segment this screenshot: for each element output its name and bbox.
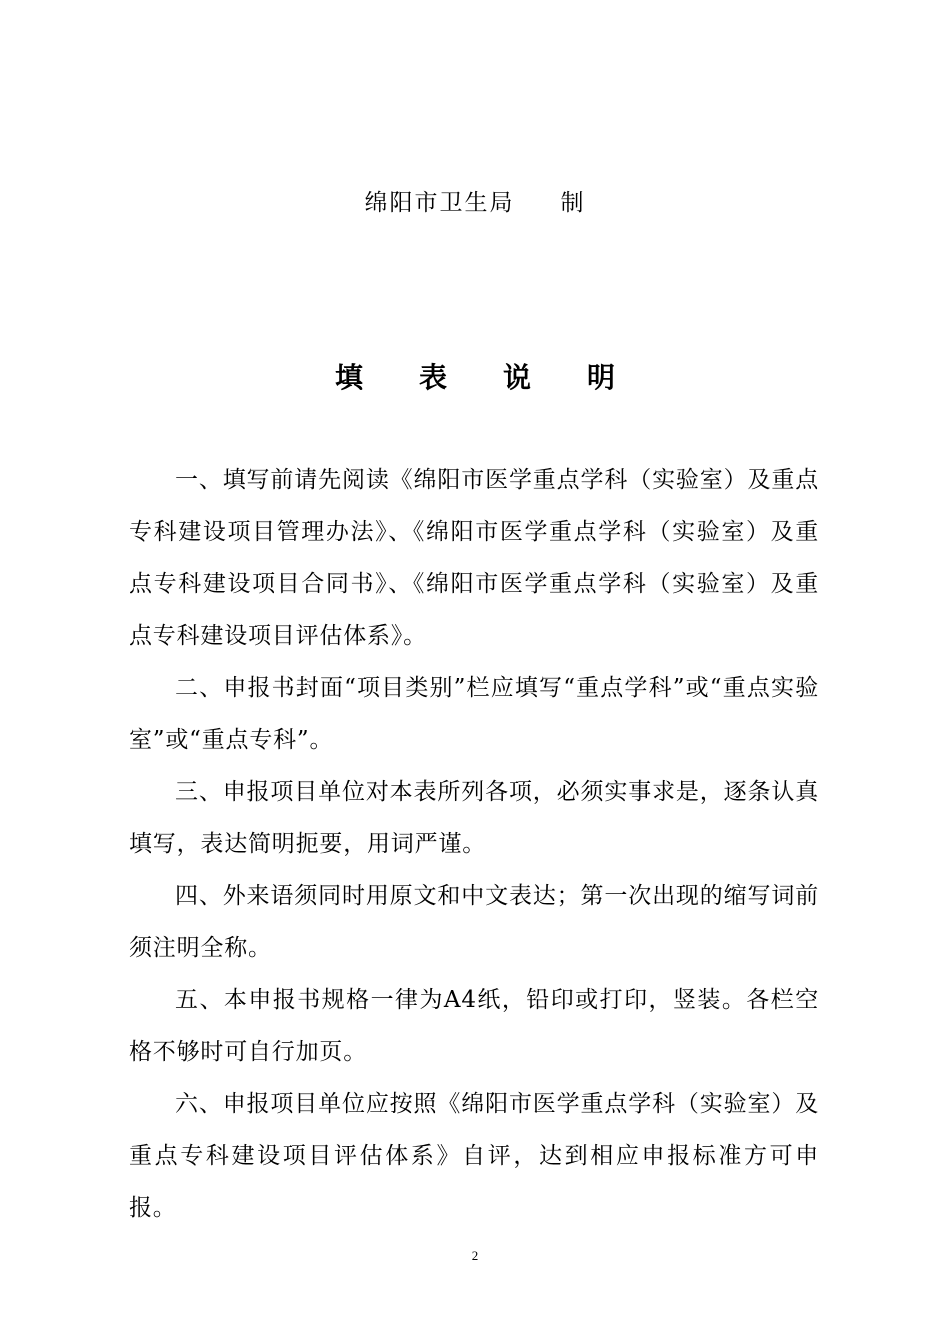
issuer-line bbox=[0, 184, 950, 217]
issuer-suffix: 制 bbox=[560, 190, 586, 216]
page-number: 2 bbox=[471, 1248, 479, 1263]
instruction-3: 三、申报项目单位对本表所列各项，必须实事求是，逐条认真填写，表达简明扼要，用词严谨。 bbox=[129, 779, 819, 857]
title-char-2: 表 bbox=[418, 361, 447, 394]
issuer-org: 绵阳市卫生局 bbox=[364, 190, 515, 216]
instruction-6: 六、申报项目单位应按照《绵阳市医学重点学科（实验室）及重点专科建设项目评估体系》自评，达到相应申报标准方可申报。 bbox=[129, 1091, 819, 1221]
instruction-4: 四、外来语须同时用原文和中文表达；第一次出现的缩写词前须注明全称。 bbox=[129, 883, 819, 961]
page-title bbox=[0, 356, 950, 396]
instruction-5: 五、本申报书规格一律为A4纸，铅印或打印，竖装。各栏空格不够时可自行加页。 bbox=[129, 987, 819, 1065]
instructions-body bbox=[129, 454, 819, 1234]
instruction-2: 二、申报书封面“项目类别”栏应填写“重点学科”或“重点实验室”或“重点专科”。 bbox=[129, 675, 819, 753]
title-char-1: 填 bbox=[334, 361, 363, 394]
title-char-4: 明 bbox=[587, 361, 616, 394]
instruction-1: 一、填写前请先阅读《绵阳市医学重点学科（实验室）及重点专科建设项目管理办法》、《绵阳市医学重点学科（实验室）及重点专科建设项目合同书》、《绵阳市医学重点学科（实验室）及重点专科建设项目评估体系》。 bbox=[129, 467, 819, 649]
title-char-3: 说 bbox=[503, 361, 532, 394]
